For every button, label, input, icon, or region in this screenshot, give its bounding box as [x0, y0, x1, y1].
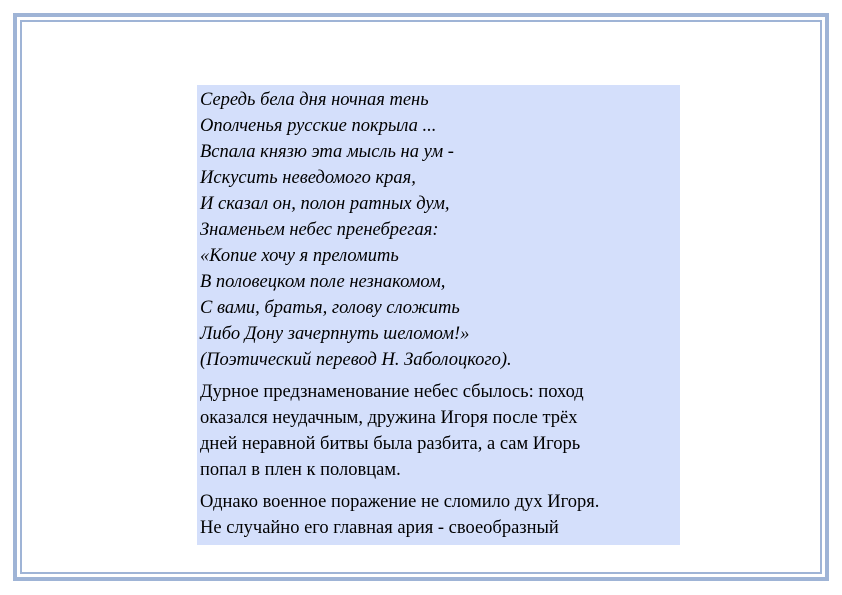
poem-line: Середь бела дня ночная тень [200, 90, 429, 110]
paragraph-2 [200, 489, 680, 541]
text-box [197, 85, 680, 545]
poem-line: Вспала князю эта мысль на ум - [200, 142, 454, 162]
paragraph-line: дней неравной битвы была разбита, а сам Игорь [200, 434, 581, 454]
poem-line: «Копие хочу я преломить [200, 246, 399, 266]
paragraph-line: попал в плен к половцам. [200, 460, 401, 480]
paragraph-line: Однако военное поражение не сломило дух Игоря. [200, 492, 600, 512]
poem-line: В половецком поле незнакомом, [200, 272, 446, 292]
poem-line: Ополченья русские покрыла ... [200, 116, 437, 136]
paragraph-line: Дурное предзнаменование небес сбылось: поход [200, 382, 584, 402]
poem-line: Искусить неведомого края, [200, 168, 416, 188]
poem-line: С вами, братья, голову сложить [200, 298, 460, 318]
poem-line: Знаменьем небес пренебрегая: [200, 220, 439, 240]
paragraph-line: Не случайно его главная ария - своеобразный [200, 518, 559, 538]
poem-block [200, 87, 680, 373]
paragraph-1 [200, 379, 680, 483]
paragraph-line: оказался неудачным, дружина Игоря после трёх [200, 408, 578, 428]
poem-attribution: (Поэтический перевод Н. Заболоцкого). [200, 350, 512, 370]
poem-line: Либо Дону зачерпнуть шеломом!» [200, 324, 470, 344]
poem-line: И сказал он, полон ратных дум, [200, 194, 450, 214]
